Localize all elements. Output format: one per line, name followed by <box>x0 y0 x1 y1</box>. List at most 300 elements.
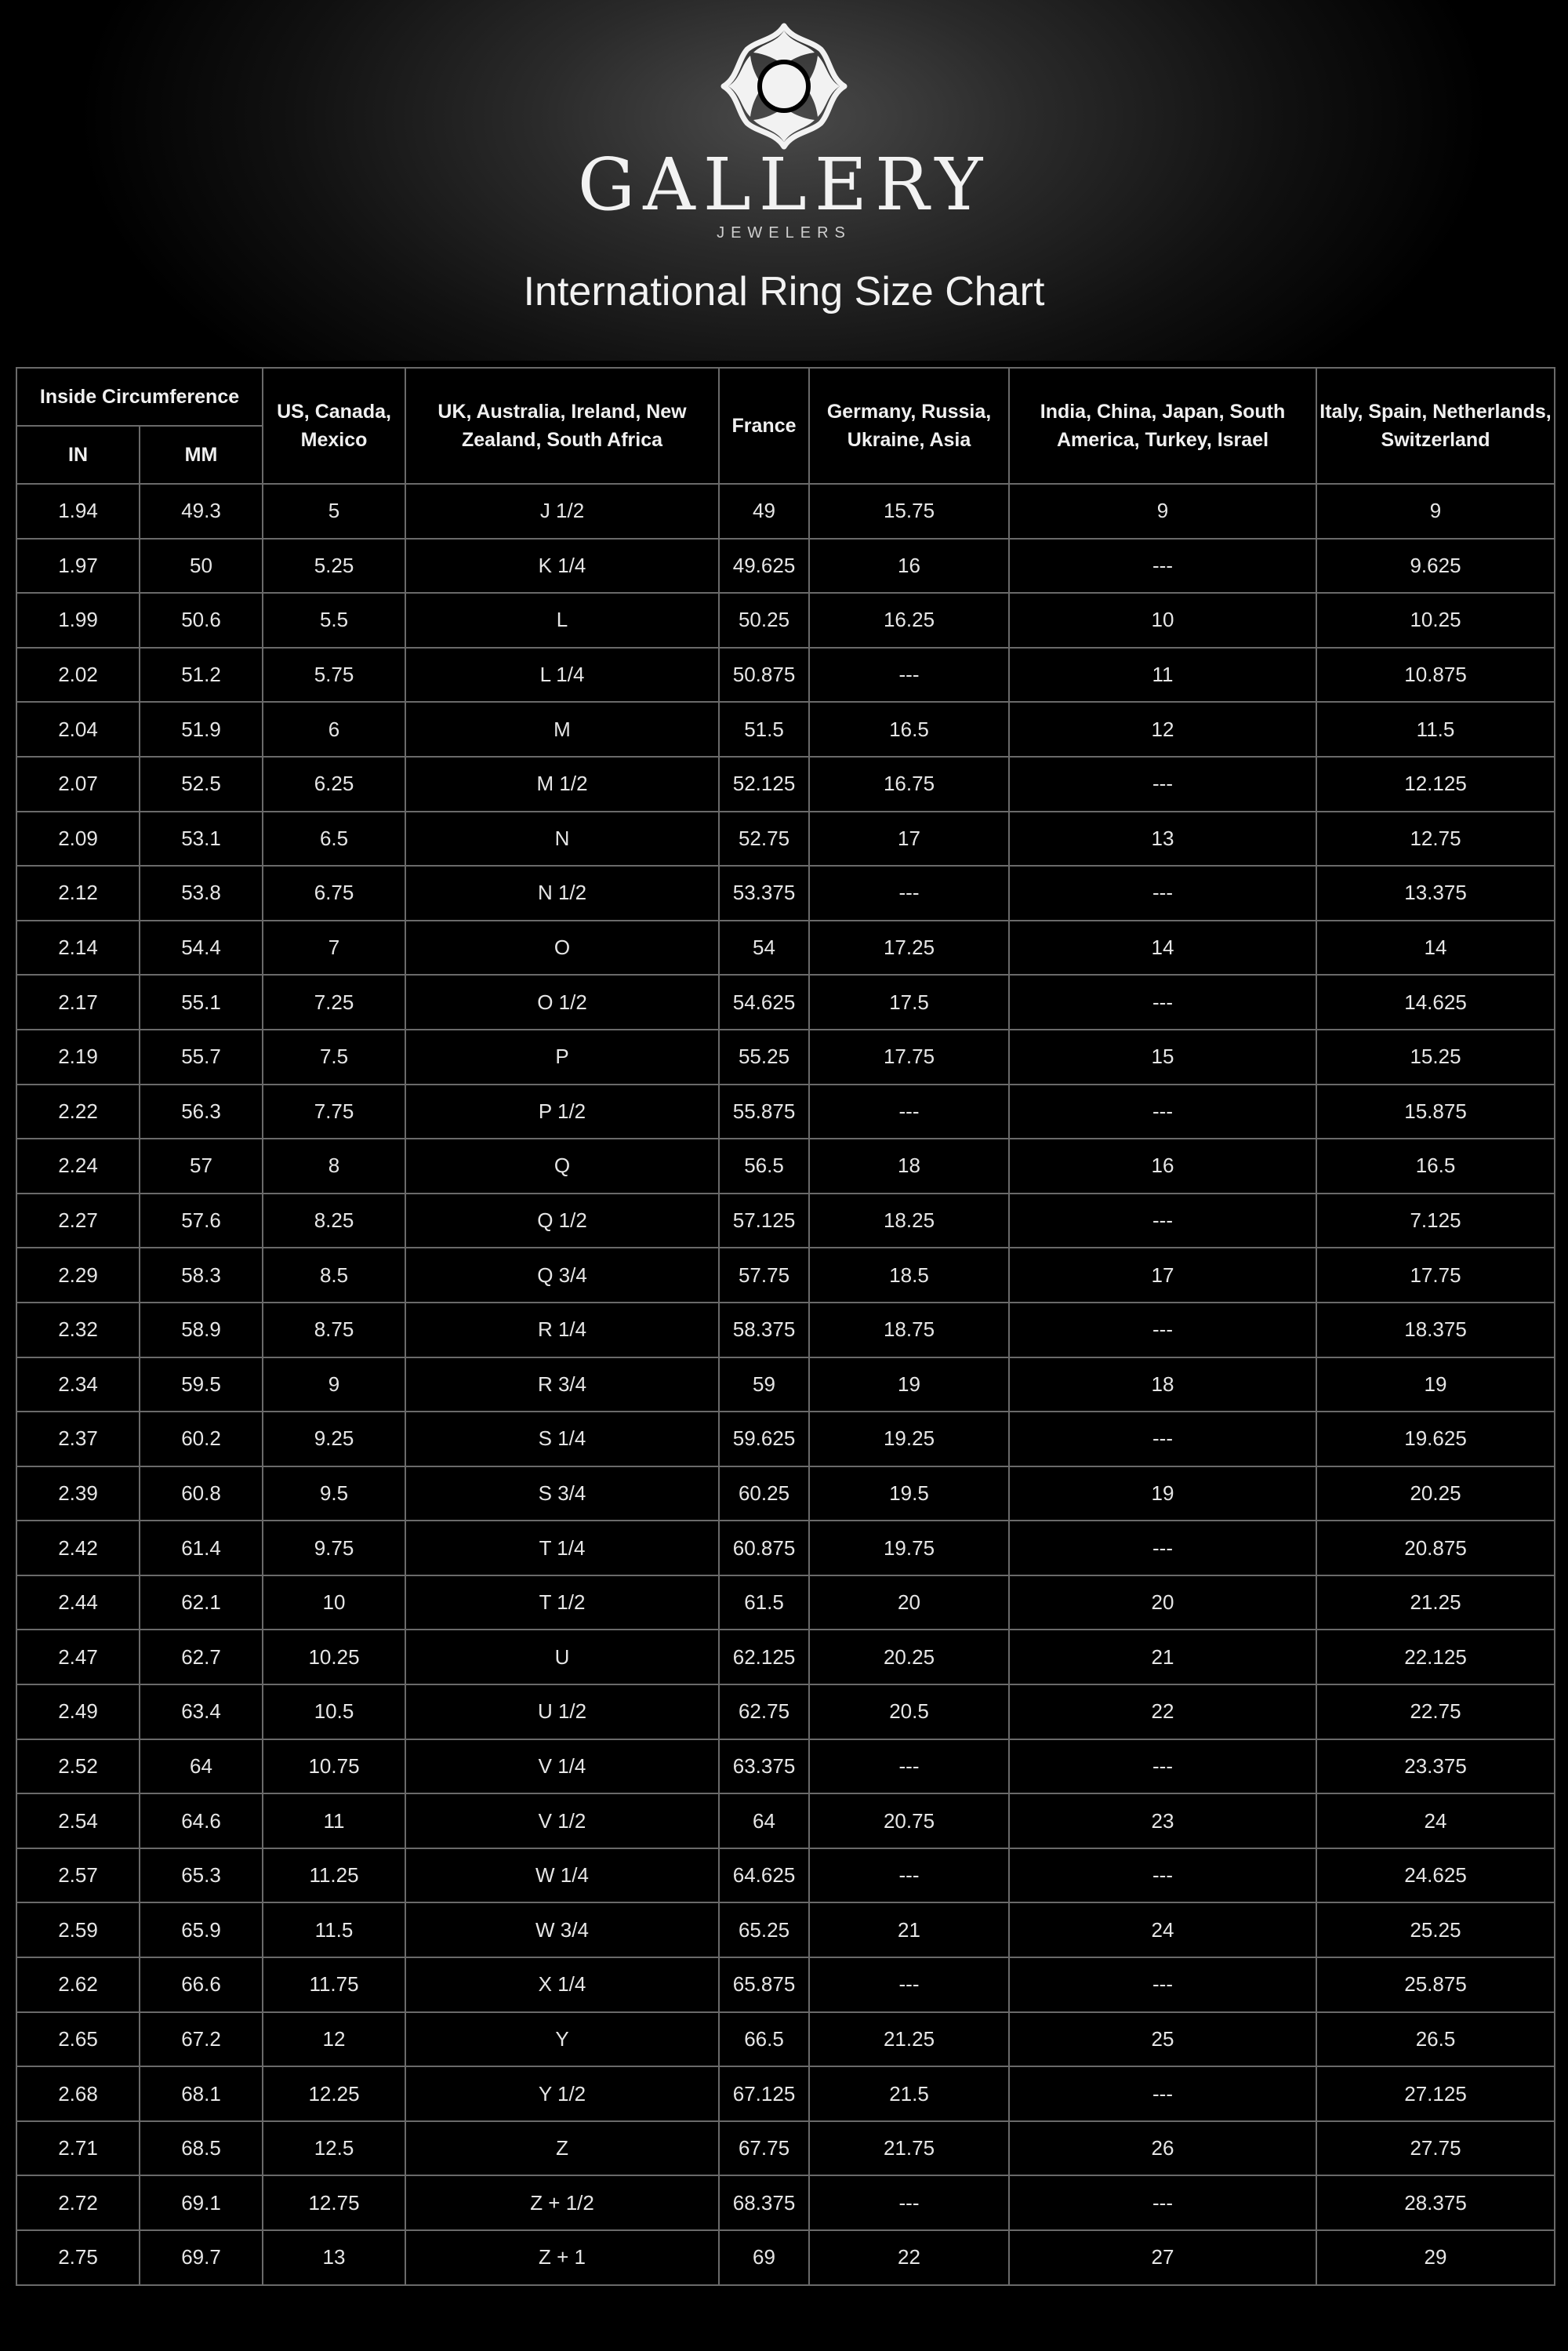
cell-india: --- <box>1009 1194 1316 1248</box>
cell-in: 2.52 <box>16 1739 140 1794</box>
cell-in: 2.37 <box>16 1412 140 1466</box>
cell-mm: 60.8 <box>140 1466 263 1521</box>
cell-italy: 23.375 <box>1316 1739 1555 1794</box>
cell-india: 27 <box>1009 2230 1316 2285</box>
brand-subtitle: JEWELERS <box>717 224 851 242</box>
cell-germany: 17.75 <box>809 1030 1009 1085</box>
cell-in: 2.49 <box>16 1684 140 1739</box>
table-row <box>16 2066 1555 2121</box>
cell-uk: P <box>405 1030 719 1085</box>
cell-in: 2.47 <box>16 1630 140 1684</box>
cell-france: 60.25 <box>719 1466 809 1521</box>
cell-in: 2.27 <box>16 1194 140 1248</box>
cell-germany: 16.25 <box>809 593 1009 648</box>
cell-in: 2.02 <box>16 648 140 703</box>
header-france: France <box>719 368 809 484</box>
cell-france: 65.875 <box>719 1957 809 2012</box>
cell-us: 12.75 <box>263 2175 405 2230</box>
table-row <box>16 1357 1555 1412</box>
cell-france: 49 <box>719 484 809 539</box>
cell-mm: 65.3 <box>140 1848 263 1903</box>
cell-mm: 62.1 <box>140 1575 263 1630</box>
cell-uk: V 1/4 <box>405 1739 719 1794</box>
cell-us: 5 <box>263 484 405 539</box>
cell-india: --- <box>1009 2066 1316 2121</box>
cell-uk: T 1/2 <box>405 1575 719 1630</box>
cell-in: 1.97 <box>16 539 140 594</box>
table-row <box>16 539 1555 594</box>
header-india: India, China, Japan, South America, Turkey, Israel <box>1009 368 1316 484</box>
cell-mm: 51.2 <box>140 648 263 703</box>
cell-italy: 24 <box>1316 1793 1555 1848</box>
cell-france: 62.125 <box>719 1630 809 1684</box>
cell-mm: 69.1 <box>140 2175 263 2230</box>
cell-germany: --- <box>809 866 1009 921</box>
cell-germany: 18.25 <box>809 1194 1009 1248</box>
header-uk: UK, Australia, Ireland, New Zealand, South Africa <box>405 368 719 484</box>
cell-germany: 18.75 <box>809 1303 1009 1357</box>
cell-france: 68.375 <box>719 2175 809 2230</box>
cell-in: 2.29 <box>16 1248 140 1303</box>
cell-italy: 14.625 <box>1316 975 1555 1030</box>
cell-france: 50.25 <box>719 593 809 648</box>
cell-germany: 20.5 <box>809 1684 1009 1739</box>
cell-italy: 19 <box>1316 1357 1555 1412</box>
cell-mm: 67.2 <box>140 2012 263 2067</box>
cell-italy: 22.125 <box>1316 1630 1555 1684</box>
cell-india: 13 <box>1009 812 1316 867</box>
cell-india: --- <box>1009 2175 1316 2230</box>
cell-germany: --- <box>809 2175 1009 2230</box>
table-row <box>16 1466 1555 1521</box>
cell-italy: 10.25 <box>1316 593 1555 648</box>
cell-france: 53.375 <box>719 866 809 921</box>
cell-uk: S 3/4 <box>405 1466 719 1521</box>
cell-uk: N <box>405 812 719 867</box>
table-row <box>16 1139 1555 1194</box>
table-row <box>16 1902 1555 1957</box>
cell-uk: W 3/4 <box>405 1902 719 1957</box>
cell-mm: 61.4 <box>140 1521 263 1575</box>
cell-india: 14 <box>1009 921 1316 976</box>
table-row <box>16 2121 1555 2176</box>
cell-uk: V 1/2 <box>405 1793 719 1848</box>
cell-france: 54.625 <box>719 975 809 1030</box>
cell-italy: 27.75 <box>1316 2121 1555 2176</box>
cell-us: 11.75 <box>263 1957 405 2012</box>
cell-italy: 26.5 <box>1316 2012 1555 2067</box>
cell-uk: Y 1/2 <box>405 2066 719 2121</box>
cell-in: 2.54 <box>16 1793 140 1848</box>
table-row <box>16 1303 1555 1357</box>
cell-mm: 64 <box>140 1739 263 1794</box>
cell-mm: 57 <box>140 1139 263 1194</box>
cell-in: 2.04 <box>16 702 140 757</box>
table-row <box>16 1248 1555 1303</box>
cell-india: 18 <box>1009 1357 1316 1412</box>
cell-us: 10.25 <box>263 1630 405 1684</box>
cell-italy: 14 <box>1316 921 1555 976</box>
cell-uk: Q 3/4 <box>405 1248 719 1303</box>
cell-in: 2.44 <box>16 1575 140 1630</box>
cell-india: --- <box>1009 539 1316 594</box>
cell-france: 64.625 <box>719 1848 809 1903</box>
cell-italy: 27.125 <box>1316 2066 1555 2121</box>
cell-us: 12.25 <box>263 2066 405 2121</box>
table-row <box>16 2012 1555 2067</box>
cell-mm: 58.9 <box>140 1303 263 1357</box>
cell-italy: 9 <box>1316 484 1555 539</box>
cell-uk: L <box>405 593 719 648</box>
cell-italy: 16.5 <box>1316 1139 1555 1194</box>
cell-germany: 19.75 <box>809 1521 1009 1575</box>
cell-germany: 17.5 <box>809 975 1009 1030</box>
cell-india: 12 <box>1009 702 1316 757</box>
table-row <box>16 1194 1555 1248</box>
cell-germany: --- <box>809 1848 1009 1903</box>
cell-france: 67.75 <box>719 2121 809 2176</box>
cell-in: 2.14 <box>16 921 140 976</box>
header-italy: Italy, Spain, Netherlands, Switzerland <box>1316 368 1555 484</box>
cell-uk: Z <box>405 2121 719 2176</box>
cell-france: 67.125 <box>719 2066 809 2121</box>
cell-italy: 13.375 <box>1316 866 1555 921</box>
cell-in: 2.19 <box>16 1030 140 1085</box>
cell-us: 13 <box>263 2230 405 2285</box>
cell-mm: 56.3 <box>140 1085 263 1139</box>
header-us: US, Canada, Mexico <box>263 368 405 484</box>
cell-germany: --- <box>809 1739 1009 1794</box>
cell-india: 25 <box>1009 2012 1316 2067</box>
cell-us: 9.5 <box>263 1466 405 1521</box>
cell-us: 7.5 <box>263 1030 405 1085</box>
cell-in: 2.17 <box>16 975 140 1030</box>
cell-in: 2.65 <box>16 2012 140 2067</box>
cell-italy: 10.875 <box>1316 648 1555 703</box>
header-germany: Germany, Russia, Ukraine, Asia <box>809 368 1009 484</box>
cell-us: 8.5 <box>263 1248 405 1303</box>
brand-name: GALLERY <box>577 143 991 227</box>
table-row <box>16 866 1555 921</box>
cell-germany: 20.25 <box>809 1630 1009 1684</box>
cell-uk: U 1/2 <box>405 1684 719 1739</box>
cell-uk: Z + 1 <box>405 2230 719 2285</box>
cell-italy: 20.875 <box>1316 1521 1555 1575</box>
cell-us: 7.75 <box>263 1085 405 1139</box>
cell-in: 2.75 <box>16 2230 140 2285</box>
cell-germany: --- <box>809 1957 1009 2012</box>
table-row <box>16 593 1555 648</box>
cell-uk: N 1/2 <box>405 866 719 921</box>
cell-india: 22 <box>1009 1684 1316 1739</box>
table-row <box>16 812 1555 867</box>
cell-uk: O 1/2 <box>405 975 719 1030</box>
cell-us: 10.5 <box>263 1684 405 1739</box>
cell-us: 5.75 <box>263 648 405 703</box>
cell-india: --- <box>1009 975 1316 1030</box>
cell-germany: 17.25 <box>809 921 1009 976</box>
cell-mm: 63.4 <box>140 1684 263 1739</box>
cell-india: --- <box>1009 1303 1316 1357</box>
cell-mm: 50 <box>140 539 263 594</box>
cell-mm: 60.2 <box>140 1412 263 1466</box>
cell-india: 9 <box>1009 484 1316 539</box>
cell-uk: T 1/4 <box>405 1521 719 1575</box>
cell-uk: X 1/4 <box>405 1957 719 2012</box>
cell-france: 57.75 <box>719 1248 809 1303</box>
cell-uk: U <box>405 1630 719 1684</box>
cell-us: 12 <box>263 2012 405 2067</box>
cell-uk: R 1/4 <box>405 1303 719 1357</box>
cell-in: 1.99 <box>16 593 140 648</box>
cell-india: --- <box>1009 866 1316 921</box>
cell-mm: 62.7 <box>140 1630 263 1684</box>
cell-india: 26 <box>1009 2121 1316 2176</box>
cell-in: 2.34 <box>16 1357 140 1412</box>
cell-france: 52.125 <box>719 757 809 812</box>
cell-india: --- <box>1009 1848 1316 1903</box>
cell-us: 7 <box>263 921 405 976</box>
cell-us: 10.75 <box>263 1739 405 1794</box>
cell-france: 65.25 <box>719 1902 809 1957</box>
cell-germany: 18.5 <box>809 1248 1009 1303</box>
cell-in: 2.57 <box>16 1848 140 1903</box>
table-row <box>16 1412 1555 1466</box>
cell-uk: Q <box>405 1139 719 1194</box>
table-row <box>16 757 1555 812</box>
cell-italy: 19.625 <box>1316 1412 1555 1466</box>
cell-in: 2.62 <box>16 1957 140 2012</box>
table-row <box>16 1848 1555 1903</box>
cell-us: 12.5 <box>263 2121 405 2176</box>
cell-italy: 17.75 <box>1316 1248 1555 1303</box>
cell-uk: R 3/4 <box>405 1357 719 1412</box>
cell-france: 51.5 <box>719 702 809 757</box>
cell-us: 8 <box>263 1139 405 1194</box>
cell-mm: 49.3 <box>140 484 263 539</box>
cell-in: 1.94 <box>16 484 140 539</box>
table-row <box>16 1684 1555 1739</box>
cell-uk: Q 1/2 <box>405 1194 719 1248</box>
cell-mm: 68.5 <box>140 2121 263 2176</box>
cell-france: 60.875 <box>719 1521 809 1575</box>
cell-mm: 51.9 <box>140 702 263 757</box>
cell-india: --- <box>1009 1739 1316 1794</box>
table-row <box>16 1739 1555 1794</box>
cell-italy: 15.25 <box>1316 1030 1555 1085</box>
cell-uk: L 1/4 <box>405 648 719 703</box>
cell-in: 2.07 <box>16 757 140 812</box>
cell-germany: 19.25 <box>809 1412 1009 1466</box>
cell-in: 2.24 <box>16 1139 140 1194</box>
cell-us: 11.25 <box>263 1848 405 1903</box>
cell-india: --- <box>1009 1085 1316 1139</box>
cell-mm: 64.6 <box>140 1793 263 1848</box>
cell-france: 54 <box>719 921 809 976</box>
cell-germany: 20 <box>809 1575 1009 1630</box>
table-row <box>16 2230 1555 2285</box>
cell-italy: 25.875 <box>1316 1957 1555 2012</box>
cell-us: 5.5 <box>263 593 405 648</box>
cell-india: 10 <box>1009 593 1316 648</box>
cell-india: --- <box>1009 1412 1316 1466</box>
cell-germany: 21 <box>809 1902 1009 1957</box>
cell-india: --- <box>1009 757 1316 812</box>
cell-france: 64 <box>719 1793 809 1848</box>
cell-mm: 65.9 <box>140 1902 263 1957</box>
cell-uk: O <box>405 921 719 976</box>
cell-in: 2.22 <box>16 1085 140 1139</box>
cell-france: 59.625 <box>719 1412 809 1466</box>
cell-uk: Y <box>405 2012 719 2067</box>
cell-uk: P 1/2 <box>405 1085 719 1139</box>
cell-italy: 29 <box>1316 2230 1555 2285</box>
cell-germany: --- <box>809 648 1009 703</box>
header-in: IN <box>16 426 140 484</box>
cell-us: 6.5 <box>263 812 405 867</box>
cell-in: 2.32 <box>16 1303 140 1357</box>
cell-uk: Z + 1/2 <box>405 2175 719 2230</box>
table-row <box>16 2175 1555 2230</box>
cell-mm: 52.5 <box>140 757 263 812</box>
cell-uk: W 1/4 <box>405 1848 719 1903</box>
cell-in: 2.42 <box>16 1521 140 1575</box>
cell-france: 59 <box>719 1357 809 1412</box>
cell-france: 55.25 <box>719 1030 809 1085</box>
cell-us: 11.5 <box>263 1902 405 1957</box>
cell-italy: 18.375 <box>1316 1303 1555 1357</box>
table-row <box>16 1521 1555 1575</box>
cell-italy: 9.625 <box>1316 539 1555 594</box>
cell-italy: 12.125 <box>1316 757 1555 812</box>
header <box>0 0 1568 361</box>
cell-mm: 55.1 <box>140 975 263 1030</box>
cell-italy: 25.25 <box>1316 1902 1555 1957</box>
cell-us: 9 <box>263 1357 405 1412</box>
cell-france: 69 <box>719 2230 809 2285</box>
cell-uk: M 1/2 <box>405 757 719 812</box>
cell-france: 49.625 <box>719 539 809 594</box>
cell-italy: 28.375 <box>1316 2175 1555 2230</box>
cell-mm: 53.8 <box>140 866 263 921</box>
cell-india: 15 <box>1009 1030 1316 1085</box>
table-row <box>16 921 1555 976</box>
cell-us: 8.25 <box>263 1194 405 1248</box>
cell-italy: 12.75 <box>1316 812 1555 867</box>
table-row <box>16 1085 1555 1139</box>
cell-mm: 68.1 <box>140 2066 263 2121</box>
header-inside-circumference: Inside Circumference <box>16 368 263 426</box>
table-row <box>16 702 1555 757</box>
cell-france: 56.5 <box>719 1139 809 1194</box>
cell-france: 52.75 <box>719 812 809 867</box>
cell-india: 24 <box>1009 1902 1316 1957</box>
page-title: International Ring Size Chart <box>523 269 1045 314</box>
table-row <box>16 1957 1555 2012</box>
header-mm: MM <box>140 426 263 484</box>
cell-mm: 69.7 <box>140 2230 263 2285</box>
cell-germany: 21.5 <box>809 2066 1009 2121</box>
cell-italy: 20.25 <box>1316 1466 1555 1521</box>
cell-mm: 57.6 <box>140 1194 263 1248</box>
cell-germany: 21.25 <box>809 2012 1009 2067</box>
cell-us: 6.25 <box>263 757 405 812</box>
cell-in: 2.39 <box>16 1466 140 1521</box>
cell-uk: M <box>405 702 719 757</box>
cell-india: 19 <box>1009 1466 1316 1521</box>
cell-us: 10 <box>263 1575 405 1630</box>
cell-germany: 16 <box>809 539 1009 594</box>
cell-france: 66.5 <box>719 2012 809 2067</box>
cell-italy: 24.625 <box>1316 1848 1555 1903</box>
cell-mm: 66.6 <box>140 1957 263 2012</box>
cell-uk: S 1/4 <box>405 1412 719 1466</box>
table-row <box>16 648 1555 703</box>
cell-india: 11 <box>1009 648 1316 703</box>
cell-germany: --- <box>809 1085 1009 1139</box>
table-row <box>16 1630 1555 1684</box>
table-row <box>16 975 1555 1030</box>
cell-mm: 58.3 <box>140 1248 263 1303</box>
cell-germany: 19 <box>809 1357 1009 1412</box>
cell-germany: 17 <box>809 812 1009 867</box>
cell-us: 6.75 <box>263 866 405 921</box>
cell-germany: 22 <box>809 2230 1009 2285</box>
cell-us: 11 <box>263 1793 405 1848</box>
table-row <box>16 1030 1555 1085</box>
cell-france: 50.875 <box>719 648 809 703</box>
cell-france: 61.5 <box>719 1575 809 1630</box>
cell-italy: 22.75 <box>1316 1684 1555 1739</box>
table-row <box>16 1793 1555 1848</box>
cell-germany: 20.75 <box>809 1793 1009 1848</box>
cell-in: 2.71 <box>16 2121 140 2176</box>
cell-in: 2.09 <box>16 812 140 867</box>
cell-france: 62.75 <box>719 1684 809 1739</box>
cell-italy: 7.125 <box>1316 1194 1555 1248</box>
cell-us: 9.75 <box>263 1521 405 1575</box>
cell-italy: 11.5 <box>1316 702 1555 757</box>
cell-italy: 21.25 <box>1316 1575 1555 1630</box>
cell-us: 7.25 <box>263 975 405 1030</box>
cell-france: 57.125 <box>719 1194 809 1248</box>
cell-mm: 55.7 <box>140 1030 263 1085</box>
cell-italy: 15.875 <box>1316 1085 1555 1139</box>
cell-france: 58.375 <box>719 1303 809 1357</box>
cell-germany: 16.5 <box>809 702 1009 757</box>
cell-in: 2.59 <box>16 1902 140 1957</box>
cell-in: 2.12 <box>16 866 140 921</box>
cell-in: 2.68 <box>16 2066 140 2121</box>
cell-germany: 18 <box>809 1139 1009 1194</box>
cell-india: 20 <box>1009 1575 1316 1630</box>
cell-mm: 59.5 <box>140 1357 263 1412</box>
cell-germany: 15.75 <box>809 484 1009 539</box>
cell-germany: 21.75 <box>809 2121 1009 2176</box>
table-row <box>16 484 1555 539</box>
cell-uk: K 1/4 <box>405 539 719 594</box>
cell-india: 16 <box>1009 1139 1316 1194</box>
cell-mm: 54.4 <box>140 921 263 976</box>
cell-india: --- <box>1009 1957 1316 2012</box>
cell-us: 6 <box>263 702 405 757</box>
cell-india: 23 <box>1009 1793 1316 1848</box>
cell-india: 21 <box>1009 1630 1316 1684</box>
cell-france: 63.375 <box>719 1739 809 1794</box>
cell-india: 17 <box>1009 1248 1316 1303</box>
cell-us: 5.25 <box>263 539 405 594</box>
cell-uk: J 1/2 <box>405 484 719 539</box>
